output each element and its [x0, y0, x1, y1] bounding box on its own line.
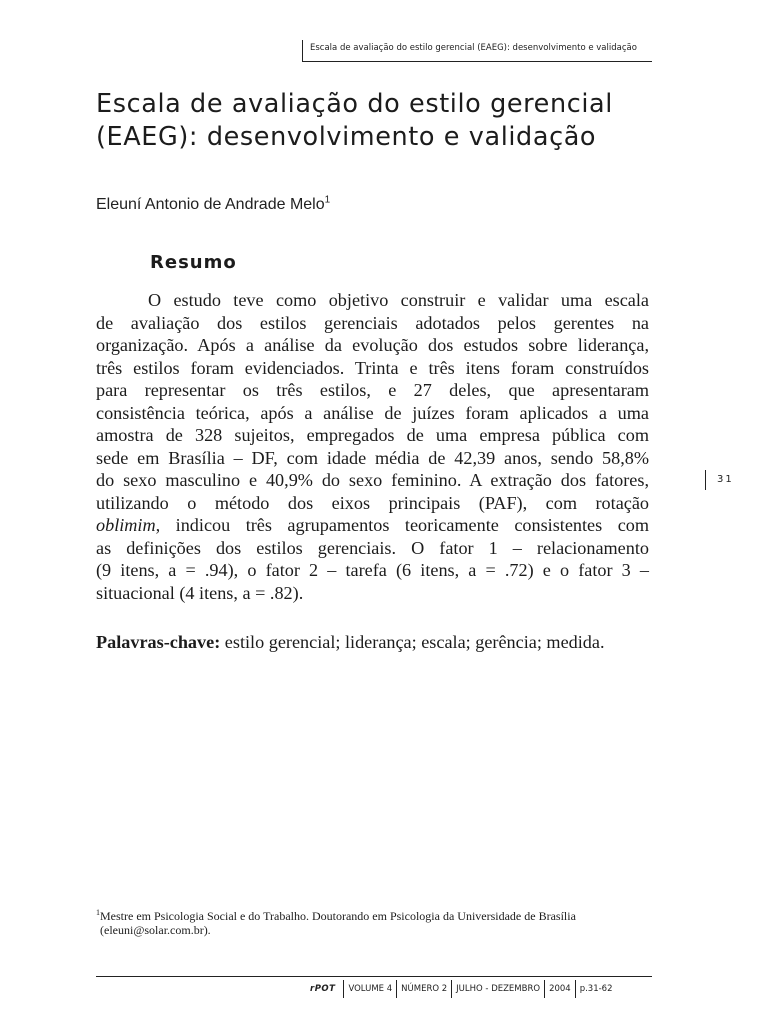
- keywords-label: Palavras-chave:: [96, 632, 221, 652]
- abstract-line: amostra de 328 sujeitos, empregados de uma empresa pública com: [96, 425, 649, 445]
- footnote-line-1: Mestre em Psicologia Social e do Trabalho. Doutorando em Psicologia da Universidade de Brasília: [100, 909, 576, 923]
- author-line: [96, 196, 330, 214]
- page-number-divider: [705, 470, 706, 490]
- title-line-2: (EAEG): desenvolvimento e validação: [96, 122, 597, 152]
- keywords: [96, 632, 605, 653]
- abstract-line: para representar os três estilos, e 27 deles, que apresentaram: [96, 380, 649, 400]
- footer-number: NÚMERO 2: [401, 984, 448, 994]
- abstract-line: O estudo teve como objetivo construir e validar uma escala: [148, 290, 649, 310]
- abstract-line: do sexo masculino e 40,9% do sexo feminino. A extração dos fatores,: [96, 470, 649, 490]
- abstract-line: consistência teórica, após a análise de juízes foram aplicados a uma: [96, 402, 649, 423]
- footer-pages: p.31-62: [579, 984, 613, 994]
- footer-volume: VOLUME 4: [348, 984, 393, 994]
- footer-divider: [544, 980, 545, 998]
- abstract-line: as definições dos estilos gerenciais. O fator 1 – relacionamento: [96, 537, 649, 558]
- abstract-line: de avaliação dos estilos gerenciais adotados pelos gerentes na: [96, 312, 649, 333]
- abstract-line: situacional (4 itens, a = .82).: [96, 582, 304, 603]
- abstract-line: utilizando o método dos eixos principais (PAF), com rotação: [96, 492, 649, 513]
- abstract-line: três estilos foram evidenciados. Trinta e três itens foram construídos: [96, 357, 649, 378]
- footer-rule: [96, 976, 652, 977]
- abstract-line: sede em Brasília – DF, com idade média de 42,39 anos, sendo 58,8%: [96, 447, 649, 468]
- footer-divider: [343, 980, 344, 998]
- abstract-line-italic: [96, 514, 649, 537]
- footer: [310, 980, 613, 998]
- journal-logo: rPOT: [310, 984, 336, 994]
- footnote: [96, 906, 616, 937]
- footer-divider: [451, 980, 452, 998]
- abstract-line-rest: indicou três agrupamentos teoricamente consistentes com: [175, 515, 650, 535]
- author-name: Eleuní Antonio de Andrade Melo: [96, 196, 325, 213]
- abstract-line: organização. Após a análise da evolução dos estudos sobre liderança,: [96, 335, 649, 355]
- author-footnote-mark: 1: [324, 194, 331, 206]
- footer-period: JULHO - DEZEMBRO: [456, 984, 541, 994]
- abstract-line: (9 itens, a = .94), o fator 2 – tarefa (6 itens, a = .72) e o fator 3 –: [96, 560, 649, 580]
- abstract-body: [96, 289, 649, 604]
- abstract-heading: Resumo: [150, 252, 237, 273]
- header-rule: [302, 61, 652, 62]
- title-line-1: Escala de avaliação do estilo gerencial: [96, 89, 613, 119]
- footnote-line-2: (eleuni@solar.com.br).: [100, 923, 211, 937]
- keywords-text: estilo gerencial; liderança; escala; gerência; medida.: [220, 632, 605, 652]
- header-divider: [302, 40, 303, 62]
- footer-year: 2004: [549, 984, 571, 994]
- running-header: Escala de avaliação do estilo gerencial (EAEG): desenvolvimento e validação: [310, 43, 637, 53]
- abstract-italic-word: oblimim,: [96, 515, 161, 535]
- footer-divider: [396, 980, 397, 998]
- article-title: [96, 88, 696, 154]
- page-number: 31: [717, 474, 734, 485]
- footnote-mark: 1: [96, 908, 100, 917]
- footer-divider: [575, 980, 576, 998]
